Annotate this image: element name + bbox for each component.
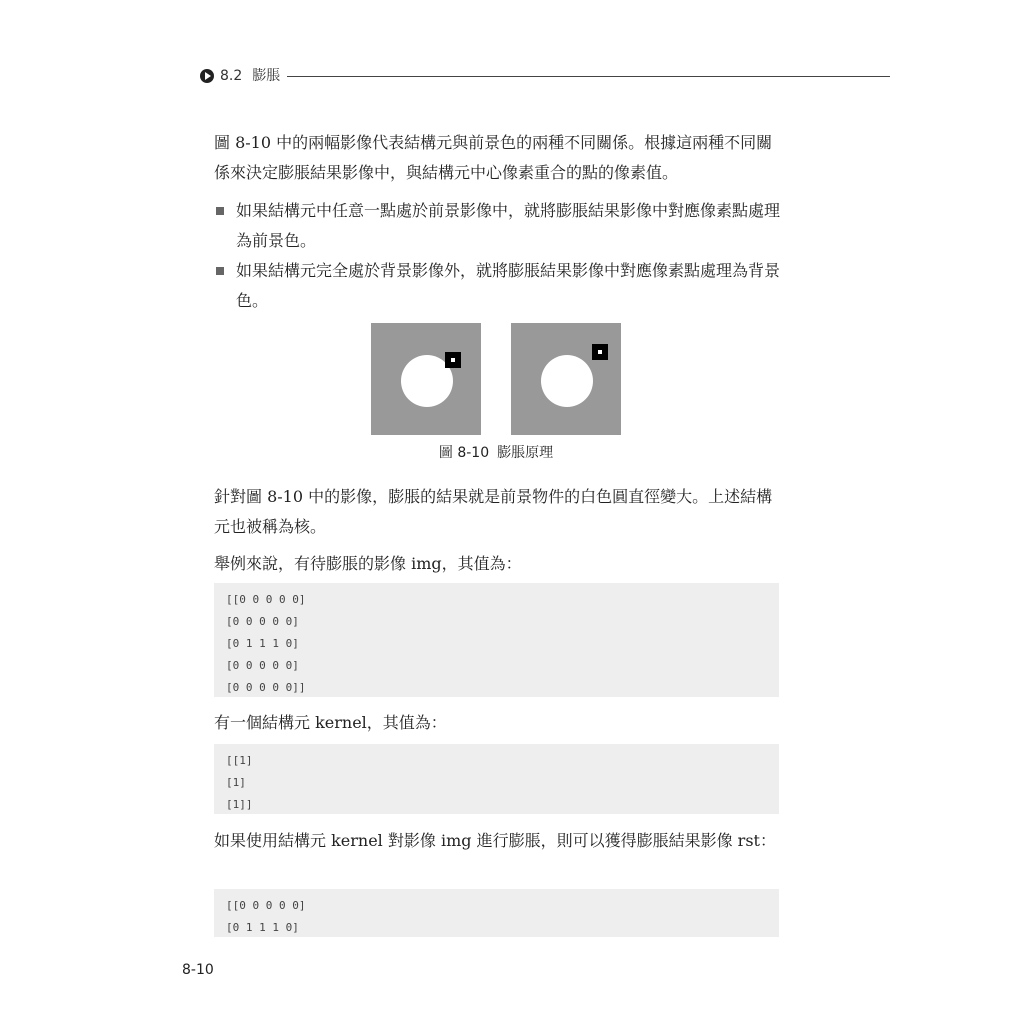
foreground-circle <box>541 355 593 407</box>
page-number: 8-10 <box>182 962 214 978</box>
code-line: [0 1 1 1 0] <box>226 921 299 934</box>
intro-paragraph: 圖 8-10 中的兩幅影像代表結構元與前景色的兩種不同關係。根據這兩種不同關係來決定膨脹結果影像中，與結構元中心像素重合的點的像素值。 <box>214 133 773 182</box>
example-kernel-paragraph: 有一個結構元 kernel，其值為： <box>214 713 447 732</box>
code-block-kernel <box>214 744 779 814</box>
code-line: [0 1 1 1 0] <box>226 637 299 650</box>
code-block-rst <box>214 889 779 937</box>
code-line: [0 0 0 0 0] <box>226 659 299 672</box>
result-paragraph: 針對圖 8-10 中的影像，膨脹的結果就是前景物件的白色圓直徑變大。上述結構元也被稱為核。 <box>214 487 773 536</box>
code-line: [1] <box>226 776 246 789</box>
structuring-element-box <box>592 344 608 360</box>
figure-caption <box>371 442 621 464</box>
example-rst-paragraph: 如果使用結構元 kernel 對影像 img 進行膨脹，則可以獲得膨脹結果影像 rst： <box>214 831 776 850</box>
code-line: [[1] <box>226 754 253 767</box>
bullet-list <box>214 196 784 316</box>
code-line: [1]] <box>226 798 253 811</box>
figure-panel-outside <box>511 323 621 435</box>
square-bullet-icon <box>216 267 224 275</box>
header-rule <box>287 76 890 77</box>
bullet-item-foreground <box>214 196 784 256</box>
section-title: 膨脹 <box>252 68 281 84</box>
running-header <box>200 66 890 86</box>
play-circle-icon <box>200 69 214 83</box>
example-img-paragraph: 舉例來說，有待膨脹的影像 img，其值為： <box>214 554 522 573</box>
code-line: [[0 0 0 0 0] <box>226 899 306 912</box>
square-bullet-icon <box>216 207 224 215</box>
structuring-element-box <box>445 352 461 368</box>
bullet-text: 如果結構元完全處於背景影像外，就將膨脹結果影像中對應像素點處理為背景色。 <box>236 261 781 310</box>
section-number: 8.2 <box>220 68 243 84</box>
section-heading <box>220 66 280 86</box>
bullet-item-background <box>214 256 784 316</box>
figure-title: 膨脹原理 <box>497 445 554 461</box>
figure-number: 圖 8-10 <box>438 445 490 461</box>
bullet-text: 如果結構元中任意一點處於前景影像中，就將膨脹結果影像中對應像素點處理為前景色。 <box>236 201 781 250</box>
figure-panel-overlap <box>371 323 481 435</box>
code-line: [0 0 0 0 0]] <box>226 681 306 694</box>
code-line: [[0 0 0 0 0] <box>226 593 306 606</box>
code-line: [0 0 0 0 0] <box>226 615 299 628</box>
code-block-img <box>214 583 779 697</box>
